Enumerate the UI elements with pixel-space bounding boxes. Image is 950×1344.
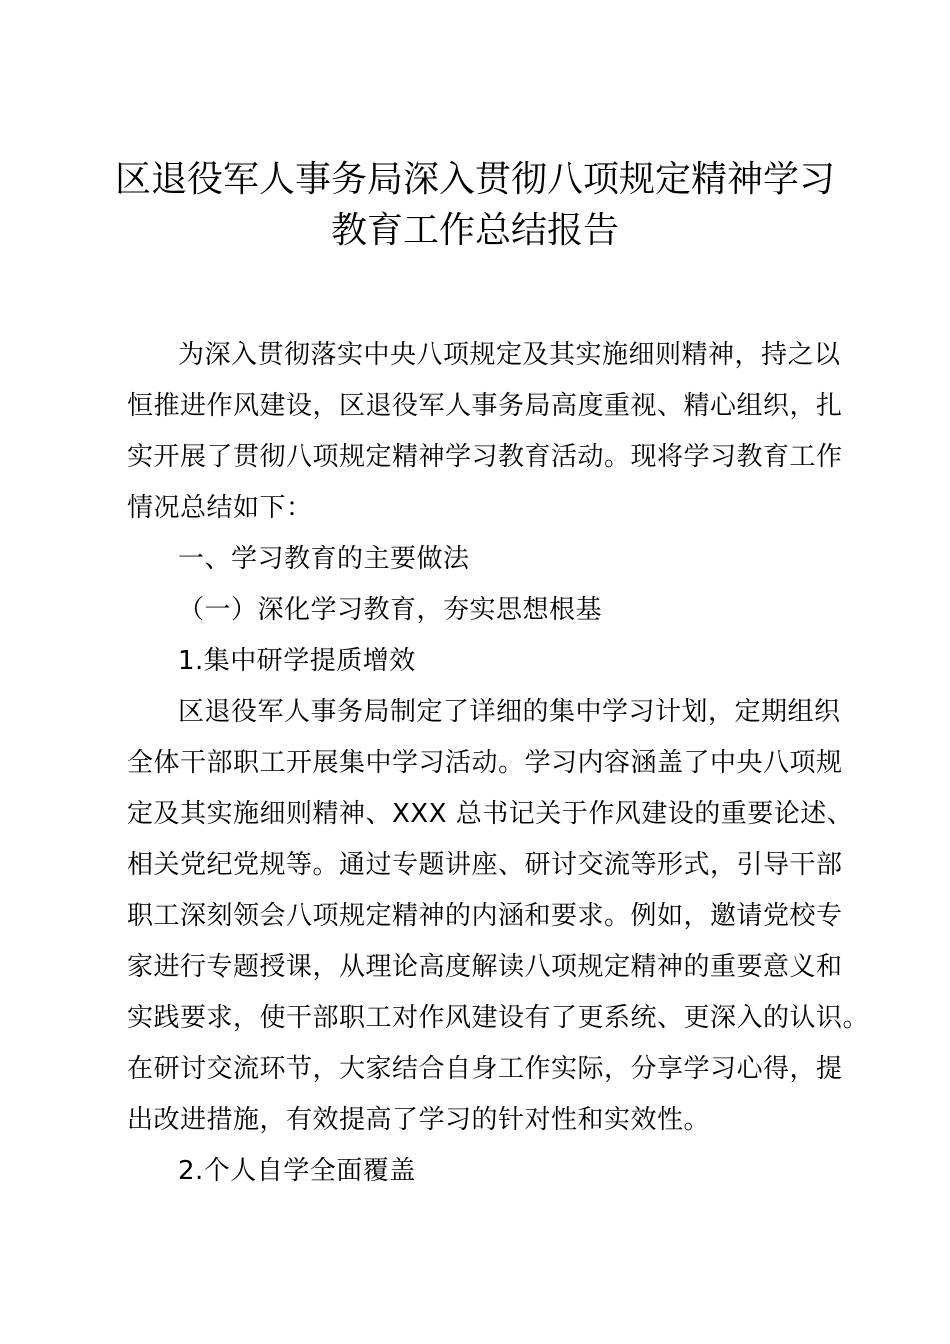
item-heading: 2.个人自学全面覆盖: [178, 1156, 416, 1186]
paragraph-line: 定及其实施细则精神、XXX 总书记关于作风建设的重要论述、: [127, 799, 854, 829]
item-heading: 1.集中研学提质增效: [178, 646, 416, 676]
paragraph-line: 恒推进作风建设，区退役军人事务局高度重视、精心组织，扎: [127, 391, 843, 421]
paragraph-line: 情况总结如下：: [127, 493, 313, 523]
paragraph-line: 实开展了贯彻八项规定精神学习教育活动。现将学习教育工作: [127, 442, 843, 472]
document-body: [127, 330, 870, 1197]
paragraph-line: 家进行专题授课，从理论高度解读八项规定精神的重要意义和: [127, 952, 843, 982]
paragraph-line: 职工深刻领会八项规定精神的内涵和要求。例如，邀请党校专: [127, 901, 843, 931]
document-title: [100, 152, 850, 254]
subsection-heading: （一）深化学习教育，夯实思想根基: [178, 595, 603, 625]
title-line-2: 教育工作总结报告: [330, 210, 619, 251]
paragraph-line: 全体干部职工开展集中学习活动。学习内容涵盖了中央八项规: [127, 748, 843, 778]
section-heading: 一、学习教育的主要做法: [178, 544, 470, 574]
title-line-1: 区退役军人事务局深入贯彻八项规定精神学习: [114, 159, 835, 200]
paragraph-line: 出改进措施，有效提高了学习的针对性和实效性。: [127, 1105, 711, 1135]
paragraph-line: 在研讨交流环节，大家结合自身工作实际，分享学习心得，提: [127, 1054, 843, 1084]
paragraph-line: 实践要求，使干部职工对作风建设有了更系统、更深入的认识。: [127, 1003, 870, 1033]
paragraph-line: 为深入贯彻落实中央八项规定及其实施细则精神，持之以: [178, 340, 841, 370]
paragraph-line: 区退役军人事务局制定了详细的集中学习计划，定期组织: [178, 697, 841, 727]
paragraph-line: 相关党纪党规等。通过专题讲座、研讨交流等形式，引导干部: [127, 850, 843, 880]
